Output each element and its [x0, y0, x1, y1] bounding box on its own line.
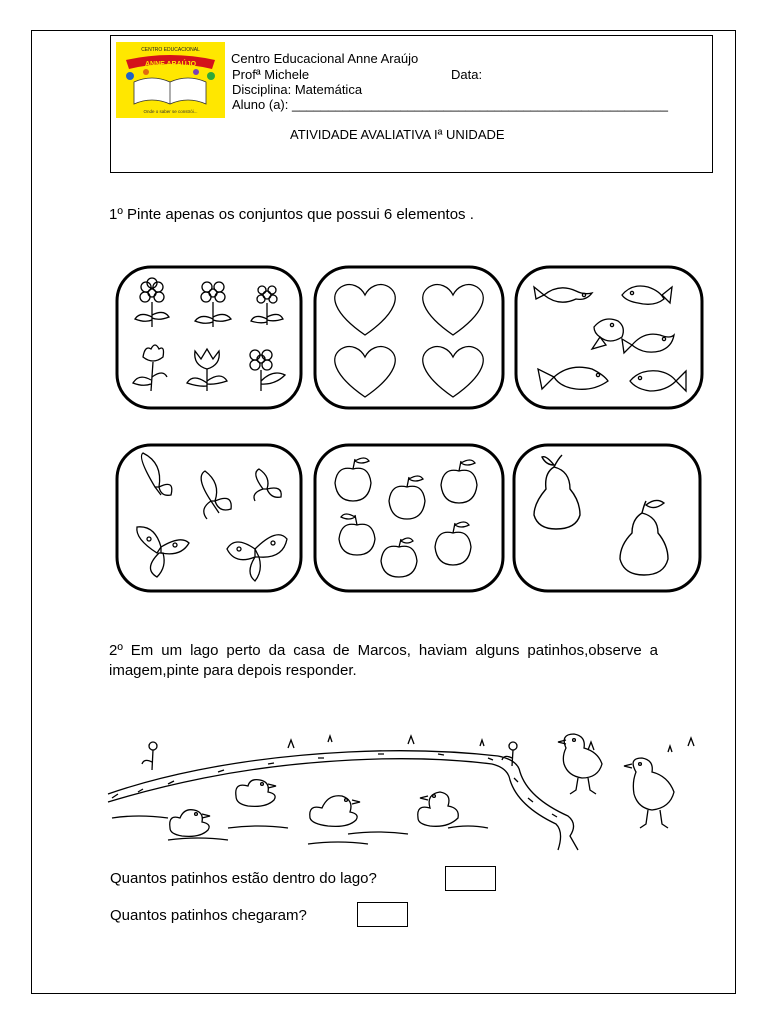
heart-icon	[335, 285, 395, 335]
pear-icon	[620, 500, 668, 575]
apple-icon	[419, 487, 439, 509]
logo-banner-text: ANNE ARAÚJO	[144, 61, 197, 68]
flower-icon	[195, 282, 231, 327]
duck-icon	[236, 780, 276, 807]
duck-icon	[310, 796, 360, 827]
question-ducks-arrived: Quantos patinhos chegaram?	[110, 907, 307, 924]
flower-icon	[142, 742, 157, 770]
set-hearts[interactable]	[313, 265, 505, 410]
question-2-text: 2º Em um lago perto da casa de Marcos, haviam alguns patinhos,observe a imagem,pinte para depois responder.	[109, 642, 658, 679]
logo-footer-text: Onde o saber se constrói...	[143, 109, 198, 114]
butterfly-icon	[254, 469, 281, 501]
activity-title: ATIVIDADE AVALIATIVA Iª UNIDADE	[290, 127, 505, 142]
butterfly-icon	[142, 453, 172, 495]
fish-icon	[538, 367, 608, 389]
teacher-name: Profª Michele	[232, 67, 310, 82]
butterfly-icon	[227, 535, 287, 581]
heart-icon	[423, 285, 483, 335]
heart-icon	[335, 347, 395, 397]
answer-box-in-lake[interactable]	[445, 866, 496, 891]
logo-top-text: CENTRO EDUCACIONAL	[141, 47, 200, 53]
set-apples[interactable]	[313, 443, 505, 593]
logo-child-icon	[126, 72, 134, 80]
fish-icon	[622, 286, 672, 304]
flower-icon	[251, 286, 283, 325]
fish-icon	[592, 319, 623, 349]
duck-icon	[418, 792, 459, 826]
fish-icon	[630, 371, 686, 391]
heart-icon	[423, 347, 483, 397]
duck-icon	[624, 758, 674, 828]
flower-icon	[135, 278, 169, 327]
butterfly-icon	[137, 527, 189, 577]
school-logo	[116, 42, 225, 118]
pear-icon	[534, 455, 580, 529]
apple-icon	[339, 514, 375, 555]
set-flowers[interactable]	[115, 265, 303, 410]
question-ducks-in-lake: Quantos patinhos estão dentro do lago?	[110, 870, 377, 887]
fish-icon	[622, 334, 674, 353]
date-label: Data:	[451, 67, 483, 82]
question-1-text: 1º Pinte apenas os conjuntos que possui 6 elementos .	[109, 206, 474, 223]
set-fish[interactable]	[514, 265, 704, 410]
apple-icon	[381, 538, 417, 577]
lake-scene	[108, 728, 698, 850]
answer-box-arrived[interactable]	[357, 902, 408, 927]
student-name-field[interactable]: Aluno (a): ____________________________________________________	[232, 97, 668, 112]
flower-icon	[250, 350, 285, 391]
flower-icon	[187, 349, 227, 391]
set-pears[interactable]	[512, 443, 702, 593]
set-butterflies[interactable]	[115, 443, 303, 593]
flower-icon	[133, 345, 167, 391]
subject-label: Disciplina: Matemática	[232, 82, 363, 97]
duck-icon	[558, 734, 602, 794]
butterfly-icon	[201, 471, 231, 519]
logo-child-icon	[207, 72, 215, 80]
duck-icon	[170, 810, 210, 837]
apple-icon	[441, 460, 477, 503]
school-name: Centro Educacional Anne Araújo	[231, 51, 419, 66]
apple-icon	[335, 458, 371, 501]
fish-icon	[534, 287, 592, 302]
apple-icon	[435, 522, 471, 565]
